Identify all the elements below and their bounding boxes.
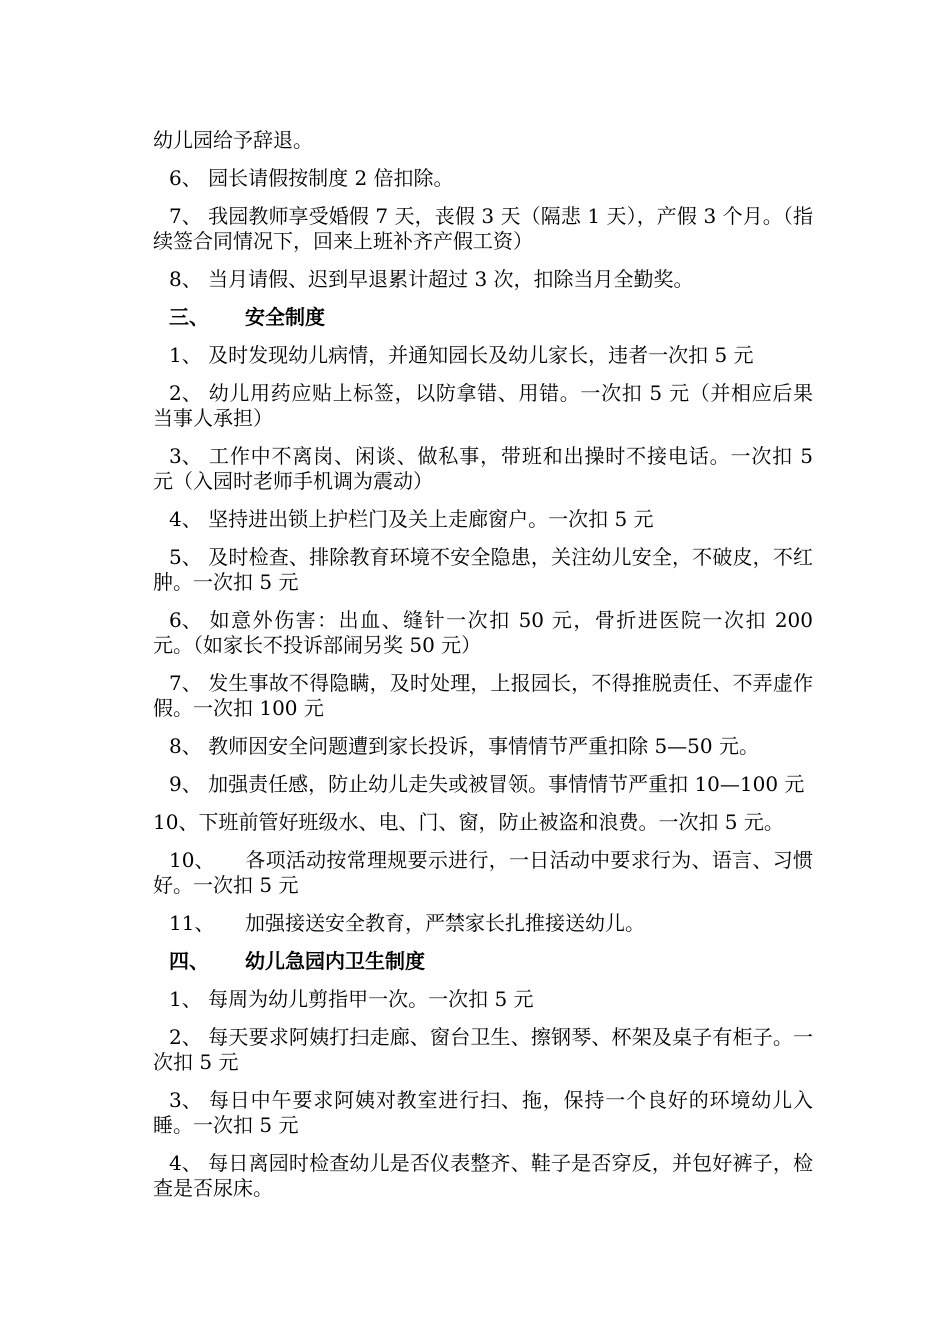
item-text: 幼儿用药应贴上标签，以防拿错、用错。一次扣 5 元（并相应后果当事人承担） [153, 381, 813, 430]
list-item [153, 671, 813, 721]
list-item [153, 772, 813, 797]
item-number: 6、 [169, 166, 202, 190]
list-item [153, 1025, 813, 1075]
list-item [153, 343, 813, 368]
item-text: 及时检查、排除教育环境不安全隐患，关注幼儿安全，不破皮，不红肿。一次扣 5 元 [153, 545, 813, 594]
item-number: 11、 [169, 911, 215, 935]
item-number: 4、 [169, 507, 202, 531]
item-number: 1、 [169, 987, 202, 1011]
item-number: 10、 [169, 848, 215, 872]
item-text: 及时发现幼儿病情，并通知园长及幼儿家长，违者一次扣 5 元 [201, 343, 754, 367]
item-text: 如意外伤害：出血、缝针一次扣 50 元，骨折进医院一次扣 200 元。（如家长不投诉部闹另奖 50 元） [153, 608, 813, 657]
section-heading-hygiene [153, 949, 813, 974]
item-text: 每日中午要求阿姨对教室进行扫、拖，保持一个良好的环境幼儿入睡。一次扣 5 元 [153, 1088, 813, 1137]
item-text: 园长请假按制度 2 倍扣除。 [201, 166, 454, 190]
item-text: 加强接送安全教育，严禁家长扎推接送幼儿。 [245, 911, 645, 935]
item-number: 3、 [169, 1088, 202, 1112]
item-text: 工作中不离岗、闲谈、做私事，带班和出操时不接电话。一次扣 5 元（入园时老师手机调为震动） [153, 444, 813, 493]
item-text: 坚持进出锁上护栏门及关上走廊窗户。一次扣 5 元 [201, 507, 654, 531]
item-number: 3、 [169, 444, 202, 468]
item-text: 教师因安全问题遭到家长投诉，事情情节严重扣除 5—50 元。 [201, 734, 759, 758]
item-number: 2、 [169, 381, 202, 405]
item-text: 我园教师享受婚假 7 天，丧假 3 天（隔悲 1 天），产假 3 个月。（指续签合同情况下，回来上班补齐产假工资） [153, 204, 813, 253]
list-item [153, 267, 813, 292]
list-item [153, 166, 813, 191]
list-item [153, 507, 813, 532]
document-page [153, 128, 813, 1214]
item-number: 7、 [169, 204, 202, 228]
section-number: 三、 [169, 305, 209, 329]
list-item [153, 911, 813, 936]
item-text: 加强责任感，防止幼儿走失或被冒领。事情情节严重扣 10—100 元 [201, 772, 805, 796]
item-number: 5、 [169, 545, 202, 569]
list-item [153, 545, 813, 595]
list-item [153, 381, 813, 431]
item-number: 8、 [169, 734, 202, 758]
item-text: 每周为幼儿剪指甲一次。一次扣 5 元 [201, 987, 534, 1011]
list-item: 10、下班前管好班级水、电、门、窗，防止被盗和浪费。一次扣 5 元。 [153, 810, 784, 834]
item-text: 每天要求阿姨打扫走廊、窗台卫生、擦钢琴、杯架及桌子有柜子。一次扣 5 元 [153, 1025, 813, 1074]
item-number: 6、 [169, 608, 202, 632]
list-item [153, 1151, 813, 1201]
section-number: 四、 [169, 949, 209, 973]
section-heading-safety [153, 305, 813, 330]
item-text: 当月请假、迟到早退累计超过 3 次，扣除当月全勤奖。 [201, 267, 694, 291]
list-item [153, 848, 813, 898]
list-item [153, 987, 813, 1012]
list-item [153, 444, 813, 494]
list-item [153, 734, 813, 759]
section-title: 安全制度 [245, 305, 325, 329]
list-item [153, 1088, 813, 1138]
item-number: 4、 [169, 1151, 202, 1175]
item-number: 7、 [169, 671, 202, 695]
item-text: 各项活动按常理规要示进行，一日活动中要求行为、语言、习惯好。一次扣 5 元 [153, 848, 813, 897]
list-item [153, 204, 813, 254]
item-number: 1、 [169, 343, 202, 367]
list-item [153, 608, 813, 658]
section-title: 幼儿急园内卫生制度 [245, 949, 425, 973]
item-text: 发生事故不得隐瞒，及时处理，上报园长，不得推脱责任、不弄虚作假。一次扣 100 元 [153, 671, 813, 720]
item-number: 2、 [169, 1025, 202, 1049]
intro-line: 幼儿园给予辞退。 [153, 128, 313, 152]
item-text: 每日离园时检查幼儿是否仪表整齐、鞋子是否穿反，并包好裤子，检查是否尿床。 [153, 1151, 813, 1200]
item-number: 9、 [169, 772, 202, 796]
item-number: 8、 [169, 267, 202, 291]
